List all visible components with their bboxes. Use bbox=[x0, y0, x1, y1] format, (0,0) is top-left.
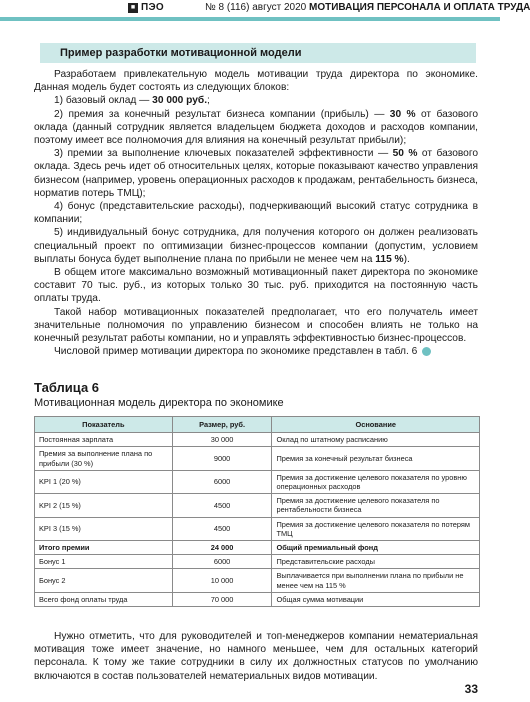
table-row: Постоянная зарплата 30 000 Оклад по штатному расписанию bbox=[35, 433, 480, 447]
column-header: Размер, руб. bbox=[172, 417, 272, 433]
page-header bbox=[0, 0, 530, 16]
list-item: 2) премия за конечный результат бизнеса компании (прибыль) — 30 % от базового оклада (данный сотрудник является владельцем бюджета доходов и расходов компании, поэтому имеет все полномочия для влияния на конечный результат прибыли); bbox=[34, 108, 478, 147]
table-number: Таблица 6 bbox=[34, 380, 100, 395]
paragraph: Такой набор мотивационных показателей предполагает, что его получатель имеет значительные полномочия по управлению бизнесом и способен влиять не только на конечный результат работы компании, но и управлять эффективностью бизнес-процессов. bbox=[34, 306, 478, 345]
table-row-total: Итого премии 24 000 Общий премиальный фонд bbox=[35, 541, 480, 555]
page-number: 33 bbox=[464, 682, 478, 696]
table-reference-icon[interactable] bbox=[422, 347, 431, 356]
journal-logo bbox=[128, 2, 164, 13]
column-header: Показатель bbox=[35, 417, 173, 433]
logo-text: ПЭО bbox=[141, 2, 164, 13]
motivation-table bbox=[34, 416, 480, 607]
table-row: Бонус 2 10 000 Выплачивается при выполнении плана по прибыли не менее чем на 115 % bbox=[35, 569, 480, 592]
header-divider bbox=[0, 17, 500, 21]
issue-number: № 8 (116) август 2020 bbox=[205, 2, 307, 13]
list-item: 4) бонус (представительские расходы), подчеркивающий высокий статус сотрудника в компании; bbox=[34, 201, 478, 226]
table-row: KPI 3 (15 %) 4500 Премия за достижение целевого показателя по потерям ТМЦ bbox=[35, 517, 480, 540]
table-row: KPI 2 (15 %) 4500 Премия за достижение целевого показателя по рентабельности бизнеса bbox=[35, 494, 480, 517]
table-caption: Мотивационная модель директора по экономике bbox=[34, 397, 284, 409]
closing-paragraph: Нужно отметить, что для руководителей и топ-менеджеров компании нематериальная мотивация тоже имеет значение, но намного меньшее, чем для остальных категорий персонала. К тому же такие сотрудники в силу их должностных статусов по умолчанию включаются в состав пользователей нематериальных видов мотивации. bbox=[34, 631, 478, 682]
article-body bbox=[34, 68, 478, 358]
paragraph: Разработаем привлекательную модель мотивации труда директора по экономике. Данная модель будет состоять из следующих блоков: bbox=[34, 69, 478, 94]
table-header-row bbox=[35, 417, 480, 433]
table-row: Всего фонд оплаты труда 70 000 Общая сумма мотивации bbox=[35, 592, 480, 606]
table-row: Бонус 1 6000 Представительские расходы bbox=[35, 555, 480, 569]
list-item: 5) индивидуальный бонус сотрудника, для получения которого он должен реализовать специальный проект по оптимизации бизнес-процессов компании (допустим, условием выплаты бонуса будет выполнение плана по прибыли не менее чем на 115 %). bbox=[34, 227, 478, 265]
table-row: Премия за выполнение плана по прибыли (30 %) 9000 Премия за конечный результат бизнеса bbox=[35, 447, 480, 470]
section-title: МОТИВАЦИЯ ПЕРСОНАЛА И ОПЛАТА ТРУДА bbox=[309, 2, 530, 13]
column-header: Основание bbox=[272, 417, 480, 433]
issue-info bbox=[205, 2, 530, 13]
list-item: 1) базовый оклад — 30 000 руб.; bbox=[54, 95, 210, 107]
example-box-title: Пример разработки мотивационной модели bbox=[40, 43, 476, 63]
paragraph: Числовой пример мотивации директора по экономике представлен в табл. 6 bbox=[34, 345, 478, 358]
table-row: KPI 1 (20 %) 6000 Премия за достижение целевого показателя по уровню операционных расходов bbox=[35, 470, 480, 493]
paragraph: В общем итоге максимально возможный мотивационный пакет директора по экономике составит 70 тыс. руб., из которых только 30 тыс. руб. приходится на постоянную часть оплаты труда. bbox=[34, 267, 478, 305]
list-item: 3) премии за выполнение ключевых показателей эффективности — 50 % от базового оклада. Здесь речь идет об относительных целях, которые показывают качество управления бизнесом (например, уровень операционных расходов к продажам, рентабельность бизнеса, норматив потерь ТМЦ); bbox=[34, 148, 478, 199]
logo-mark-icon: ■ bbox=[128, 3, 138, 13]
